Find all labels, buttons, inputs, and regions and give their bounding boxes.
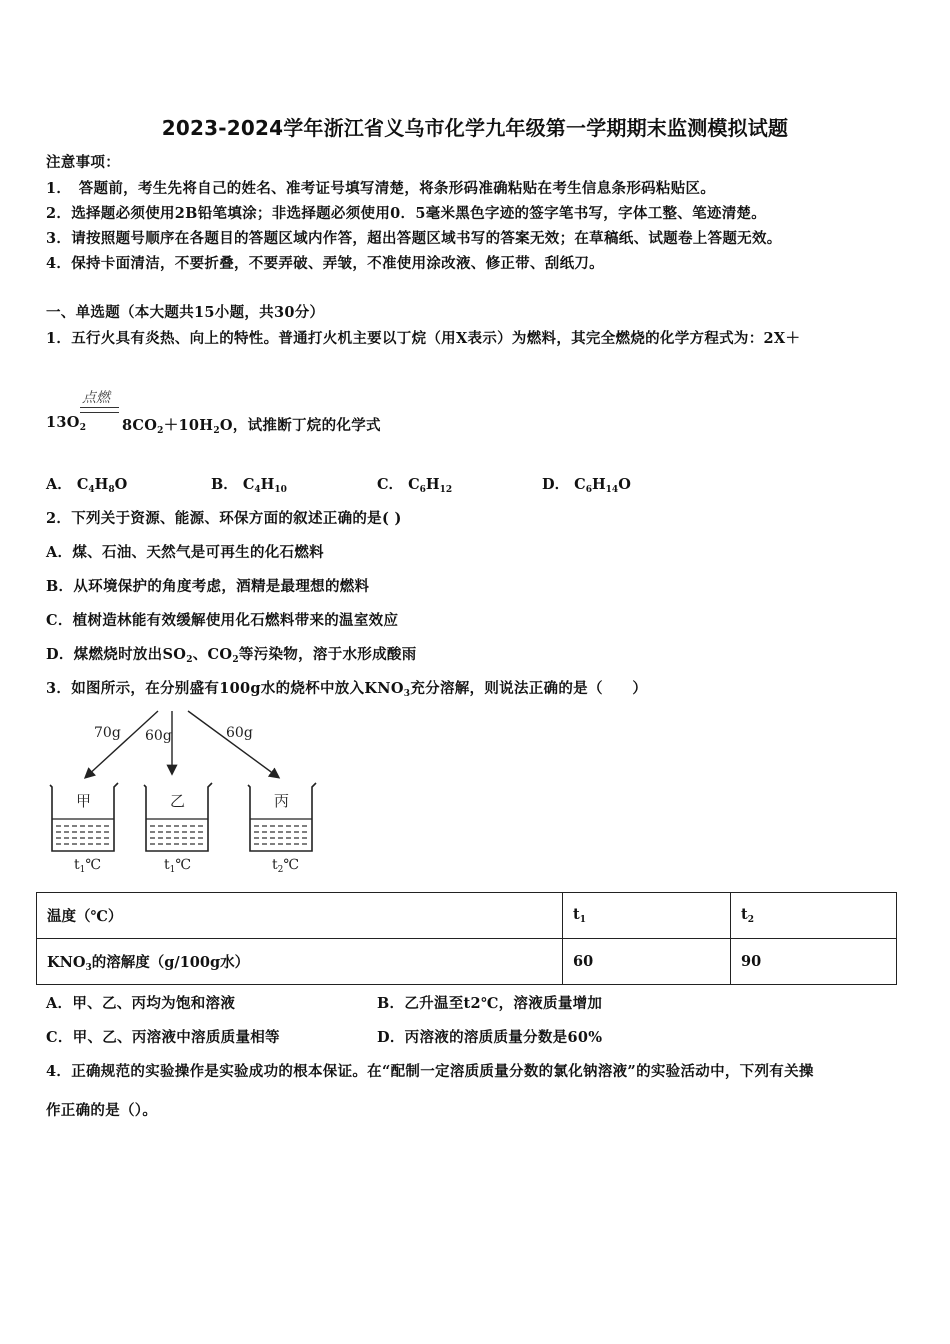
table-cell: 温度（℃） bbox=[37, 893, 563, 939]
q3-option-a[interactable]: A．甲、乙、丙均为饱和溶液 bbox=[46, 995, 236, 1012]
beaker-label-yi: 乙 bbox=[170, 792, 186, 810]
table-cell: $KNO_3$的溶解度（g/100g水） bbox=[37, 939, 563, 985]
q2-option-a[interactable]: A．煤、石油、天然气是可再生的化石燃料 bbox=[46, 544, 324, 561]
q1-stem: 1．五行火具有炎热、向上的特性。普通打火机主要以丁烷（用X表示）为燃料，其完全燃烧的化学方程式为：2X＋ bbox=[46, 330, 801, 347]
table-cell: 90 bbox=[731, 939, 897, 985]
mass-label-left: 70g bbox=[94, 725, 121, 741]
beaker-jia bbox=[50, 783, 118, 875]
table-cell: $t_2$ bbox=[731, 893, 897, 939]
q1-equation-left: $13O_2$ bbox=[46, 414, 87, 433]
notice-item-2: 2．选择题必须使用2B铅笔填涂；非选择题必须使用0．5毫米黑色字迹的签字笔书写，字体工整、笔迹清楚。 bbox=[46, 205, 767, 222]
section-heading: 一、单选题（本大题共15小题，共30分） bbox=[46, 304, 325, 321]
page-title: 2023-2024学年浙江省义乌市化学九年级第一学期期末监测模拟试题 bbox=[161, 116, 789, 140]
q1-equation-right: $8CO_2+10H_2O$，试推断丁烷的化学式 bbox=[122, 417, 381, 436]
temp-label-jia: $t_1℃$ bbox=[74, 857, 102, 875]
temp-label-yi: $t_1℃$ bbox=[164, 857, 192, 875]
q4-stem-line1: 4．正确规范的实验操作是实验成功的根本保证。在“配制一定溶质质量分数的氯化钠溶液”的实验活动中，下列有关操 bbox=[46, 1063, 814, 1080]
beaker-bing bbox=[248, 783, 316, 875]
q2-option-c[interactable]: C．植树造林能有效缓解使用化石燃料带来的温室效应 bbox=[46, 612, 399, 629]
equation-arrow bbox=[80, 407, 119, 413]
table-row bbox=[37, 893, 897, 939]
q3-option-d[interactable]: D．丙溶液的溶质质量分数是60% bbox=[377, 1029, 603, 1046]
table-row bbox=[37, 939, 897, 985]
q1-option-a[interactable]: A． $C_4H_8O$ bbox=[46, 476, 128, 495]
beaker-label-jia: 甲 bbox=[76, 792, 92, 810]
reaction-condition: 点燃 bbox=[82, 390, 110, 406]
temp-label-bing: $t_2℃$ bbox=[272, 857, 300, 875]
beaker-yi bbox=[144, 783, 212, 875]
q1-option-c[interactable]: C． $C_6H_{12}$ bbox=[377, 476, 453, 495]
mass-label-right: 60g bbox=[226, 725, 253, 741]
q1-option-d[interactable]: D． $C_6H_{14}O$ bbox=[542, 476, 631, 495]
table-cell: $t_1$ bbox=[563, 893, 731, 939]
arrow-right bbox=[188, 711, 278, 777]
q3-option-c[interactable]: C．甲、乙、丙溶液中溶质质量相等 bbox=[46, 1029, 280, 1046]
notice-header: 注意事项： bbox=[46, 154, 120, 171]
beaker-figure bbox=[40, 705, 330, 877]
arrow-left bbox=[86, 711, 158, 777]
notice-item-3: 3．请按照题号顺序在各题目的答题区域内作答，超出答题区域书写的答案无效；在草稿纸、试题卷上答题无效。 bbox=[46, 230, 782, 247]
q4-stem-line2: 作正确的是（）。 bbox=[46, 1102, 158, 1119]
notice-item-1: 1． 答题前，考生先将自己的姓名、准考证号填写清楚，将条形码准确粘贴在考生信息条形码粘贴区。 bbox=[46, 180, 716, 197]
notice-item-4: 4．保持卡面清洁，不要折叠，不要弄破、弄皱，不准使用涂改液、修正带、刮纸刀。 bbox=[46, 255, 604, 272]
q1-option-b[interactable]: B． $C_4H_{10}$ bbox=[211, 476, 287, 495]
q2-stem: 2．下列关于资源、能源、环保方面的叙述正确的是( ) bbox=[46, 510, 402, 527]
solubility-table bbox=[36, 892, 897, 985]
beaker-label-bing: 丙 bbox=[274, 792, 290, 810]
mass-label-middle: 60g bbox=[145, 728, 172, 744]
table-cell: 60 bbox=[563, 939, 731, 985]
q3-option-b[interactable]: B．乙升温至t2℃，溶液质量增加 bbox=[377, 995, 603, 1012]
q2-option-b[interactable]: B．从环境保护的角度考虑，酒精是最理想的燃料 bbox=[46, 578, 370, 595]
q3-stem: 3．如图所示，在分别盛有100g水的烧杯中放入$KNO_3$充分溶解，则说法正确的是（ ） bbox=[46, 680, 648, 699]
q2-option-d[interactable]: D．煤燃烧时放出$SO_2$、$CO_2$等污染物，溶于水形成酸雨 bbox=[46, 646, 417, 665]
